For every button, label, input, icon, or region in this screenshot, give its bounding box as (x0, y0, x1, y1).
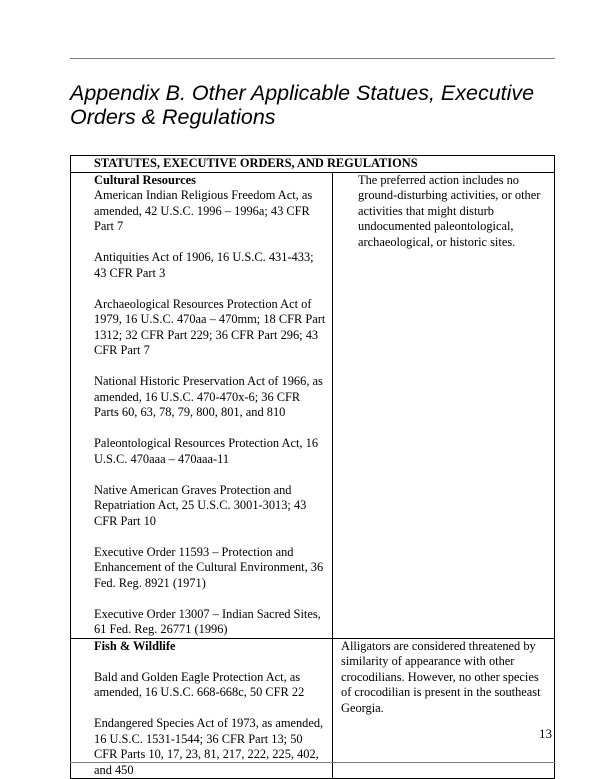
regulation-item: Executive Order 13007 – Indian Sacred Sites, 61 Fed. Reg. 26771 (1996) (94, 606, 321, 636)
title-line-2: Orders & Regulations (70, 105, 276, 129)
regulations-cell (71, 172, 333, 638)
regulation-item: Antiquities Act of 1906, 16 U.S.C. 431-433; 43 CFR Part 3 (94, 250, 314, 280)
table-header: STATUTES, EXECUTIVE ORDERS, AND REGULATIONS (71, 156, 555, 173)
regulation-item: Native American Graves Protection and Repatriation Act, 25 U.S.C. 3001-3013; 43 CFR Part 10 (94, 482, 307, 528)
regulation-item: Paleontological Resources Protection Act, 16 U.S.C. 470aaa – 470aaa-11 (94, 436, 319, 466)
regulation-item: National Historic Preservation Act of 1966, as amended, 16 U.S.C. 470-470x-6; 36 CFR Parts 60, 63, 78, 79, 800, 801, and 810 (94, 374, 323, 419)
table-row-cultural-resources (71, 172, 555, 638)
table-row-fish-wildlife (71, 638, 555, 779)
page-number: 13 (539, 726, 552, 741)
table-header-row (71, 156, 555, 173)
regulation-item: Bald and Golden Eagle Protection Act, as amended, 16 U.S.C. 668-668c, 50 CFR 22 (94, 669, 305, 699)
section-heading-fish-wildlife: Fish & Wildlife (94, 638, 176, 653)
title-line-1: Appendix B. Other Applicable Statues, Executive (70, 81, 535, 105)
note-cell (333, 638, 555, 779)
note-fish-wildlife: Alligators are considered threatened by similarity of appearance with other crocodilians. However, no other species of crocodilian is present in the southeast Georgia. (341, 638, 541, 715)
note-cultural-resources: The preferred action includes no ground-disturbing activities, or other activities that might disturb undocumented paleontological, archaeological, or historic sites. (358, 172, 541, 249)
header-rule (70, 58, 555, 59)
regulations-cell (71, 638, 333, 779)
section-heading-cultural-resources: Cultural Resources (94, 172, 196, 187)
regulation-item: Archaeological Resources Protection Act of 1979, 16 U.S.C. 470aa – 470mm; 18 CFR Part 1312; 32 CFR Part 229; 36 CFR Part 296; 43 CFR Part 7 (94, 296, 326, 357)
regulations-table (70, 155, 555, 779)
regulation-item: American Indian Religious Freedom Act, as amended, 42 U.S.C. 1996 – 1996a; 43 CFR Part 7 (94, 188, 313, 233)
regulation-item: Executive Order 11593 – Protection and Enhancement of the Cultural Environment, 36 Fed. Reg. 8921 (1971) (94, 544, 324, 590)
regulation-item: Endangered Species Act of 1973, as amended, 16 U.S.C. 1531-1544; 36 CFR Part 13; 50 CFR Parts 10, 17, 23, 81, 217, 222, 225, 402, and 450 (94, 716, 324, 777)
footer-rule (70, 762, 555, 763)
page-title (70, 81, 550, 129)
note-cell (333, 172, 555, 638)
